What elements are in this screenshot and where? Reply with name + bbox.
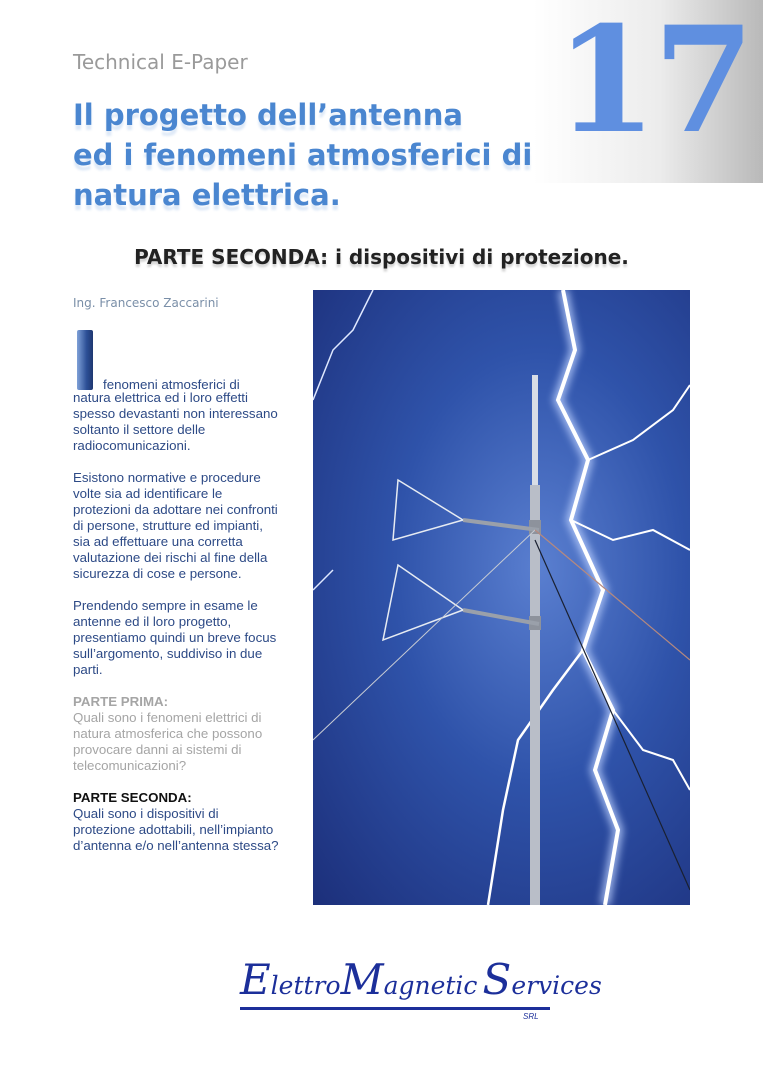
company-logo (240, 955, 602, 1025)
page-title (73, 95, 543, 215)
lightning-bolts (313, 290, 690, 905)
title-line-3: natura elettrica. (73, 178, 341, 212)
paragraph-1-first-line: fenomeni atmosferici di (103, 377, 240, 392)
logo-srl: SRL (523, 1012, 539, 1021)
part-two-text: Quali sono i dispositivi di protezione adottabili, nell’impianto d’antenna e/o nell’antenna stessa? (73, 806, 279, 853)
paragraph-2: Esistono normative e procedure volte sia ad identificare le protezioni da adottare nei confronti di persone, strutture ed impianti, sia ad effettuare una corretta valutazione dei rischi al fine della sicurezza di cose e persone. (73, 470, 278, 581)
part-one-text: Quali sono i fenomeni elettrici di natura atmosferica che possono provocare danni ai sistemi di telecomunicazioni? (73, 710, 263, 773)
article-column (73, 330, 283, 870)
paragraph-1: natura elettrica ed i loro effetti spesso devastanti non interessano soltanto il settore delle radiocomunicazioni. (73, 390, 278, 453)
dropcap-block (73, 330, 283, 390)
logo-wordmark: ElettroMagnetic Services (240, 955, 602, 1004)
dropcap-letter (77, 330, 93, 390)
author-name: Ing. Francesco Zaccarini (73, 296, 219, 310)
lightning-antenna-illustration (313, 290, 690, 905)
part-one-heading: PARTE PRIMA: (73, 694, 169, 709)
series-label: Technical E-Paper (73, 50, 248, 74)
part-two-heading: PARTE SECONDA: (73, 790, 192, 805)
title-line-2: ed i fenomeni atmosferici di (73, 138, 533, 172)
paragraph-3: Prendendo sempre in esame le antenne ed il loro progetto, presentiamo quindi un breve focus sull’argomento, suddiviso in due parti. (73, 598, 277, 677)
title-line-1: Il progetto dell’antenna (73, 98, 463, 132)
subtitle: PARTE SECONDA: i dispositivi di protezione. (134, 245, 629, 269)
antenna-lightning-photo (313, 290, 690, 905)
logo-underline (240, 1007, 550, 1010)
issue-number: 17 (555, 0, 751, 166)
